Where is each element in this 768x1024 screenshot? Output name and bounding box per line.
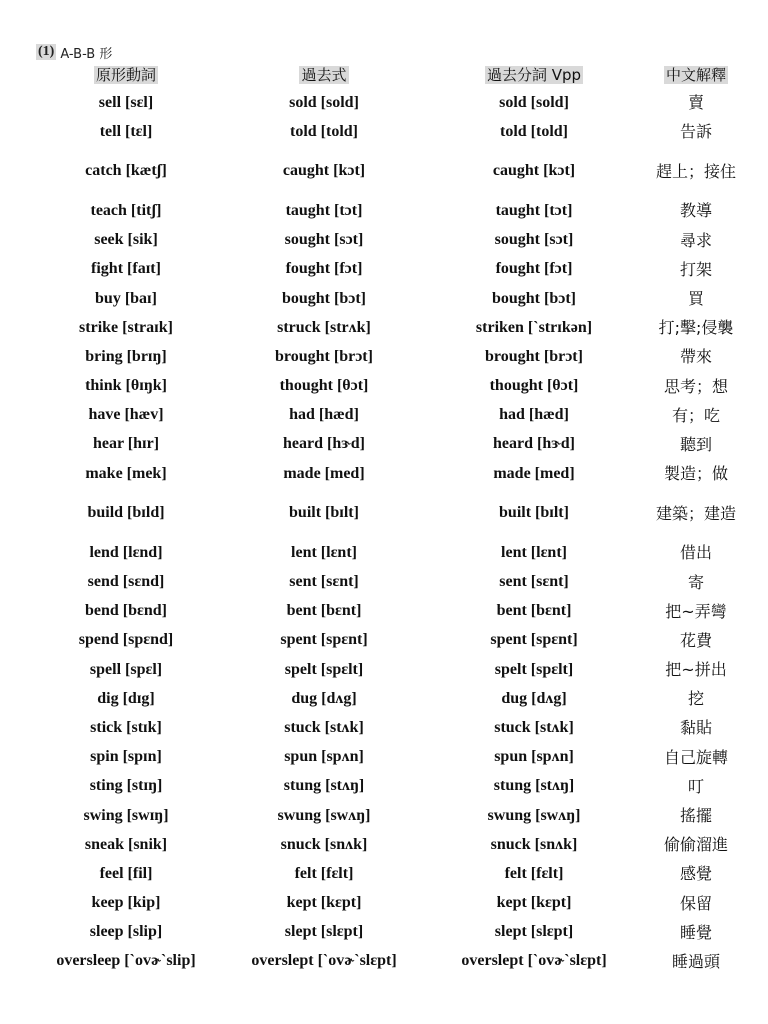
past-participle-cell: sold [sold]	[499, 93, 569, 111]
section-number: (1)	[38, 44, 55, 59]
past-participle-cell: spelt [spɛlt]	[494, 660, 574, 678]
base-form-cell: dig [dɪg]	[97, 689, 155, 707]
chinese-meaning-cell: 借出	[679, 543, 712, 563]
past-tense-cell: told [told]	[290, 122, 358, 140]
base-form-cell: sneak [snik]	[84, 835, 168, 853]
chinese-meaning-cell: 打架	[679, 259, 712, 279]
chinese-meaning-cell: 花費	[679, 630, 712, 650]
table-row	[28, 597, 748, 626]
past-participle-cell: brought [brɔt]	[485, 347, 583, 365]
past-participle-cell: felt [fɛlt]	[504, 864, 564, 882]
chinese-meaning-cell: 偷偷溜進	[663, 835, 728, 855]
base-form-cell: seek [sik]	[94, 231, 158, 249]
chinese-meaning-cell: 趕上；接住	[655, 161, 736, 181]
section-title: A-B-B 形	[60, 46, 113, 62]
past-tense-cell: heard [hɝd]	[283, 435, 365, 453]
past-tense-cell: brought [brɔt]	[275, 347, 373, 365]
past-tense-cell: sold [sold]	[289, 93, 359, 111]
base-form-cell: swing [swɪŋ]	[83, 806, 169, 824]
chinese-meaning-cell: 把~拼出	[665, 660, 727, 680]
past-tense-cell: thought [θɔt]	[279, 377, 369, 395]
past-tense-cell: sent [sɛnt]	[289, 573, 359, 591]
past-tense-cell: dug [dʌg]	[291, 689, 357, 707]
past-tense-cell: sought [sɔt]	[284, 231, 364, 249]
past-participle-cell: made [med]	[493, 464, 575, 482]
past-participle-cell: slept [slɛpt]	[494, 923, 574, 941]
past-participle-cell: told [told]	[500, 122, 568, 140]
base-form-cell: sting [stɪŋ]	[89, 777, 163, 795]
table-row	[28, 772, 748, 801]
table-row	[28, 255, 748, 284]
past-participle-cell: stuck [stʌk]	[494, 718, 574, 736]
past-tense-cell: spelt [spɛlt]	[284, 660, 364, 678]
base-form-cell: hear [hɪr]	[92, 435, 160, 453]
chinese-meaning-cell: 挖	[687, 689, 704, 709]
chinese-meaning-cell: 有；吃	[671, 405, 720, 425]
past-participle-cell: striken [`strɪkən]	[475, 318, 593, 336]
header-chinese-meaning: 中文解釋	[665, 65, 726, 84]
past-participle-cell: bought [bɔt]	[491, 289, 576, 307]
base-form-cell: strike [straɪk]	[79, 318, 173, 336]
base-form-cell: think [θɪŋk]	[85, 377, 167, 395]
table-row	[28, 713, 748, 742]
past-tense-cell: stuck [stʌk]	[284, 718, 364, 736]
table-row	[28, 830, 748, 859]
chinese-meaning-cell: 聽到	[679, 434, 712, 454]
chinese-meaning-cell: 思考；想	[663, 376, 728, 396]
past-participle-cell: kept [kɛpt]	[496, 894, 572, 912]
table-row	[28, 430, 748, 459]
chinese-meaning-cell: 把~弄彎	[665, 601, 727, 621]
past-tense-cell: stung [stʌŋ]	[283, 777, 365, 795]
past-tense-cell: struck [strʌk]	[277, 318, 371, 336]
chinese-meaning-cell: 建築；建造	[655, 503, 736, 523]
past-tense-cell: overslept [`ovɚ`slɛpt]	[251, 952, 397, 970]
table-row	[28, 889, 748, 918]
base-form-cell: buy [baɪ]	[95, 289, 157, 307]
past-tense-cell: spun [spʌn]	[284, 748, 364, 766]
chinese-meaning-cell: 搖擺	[679, 806, 712, 826]
base-form-cell: teach [titʃ]	[90, 201, 162, 219]
base-form-cell: feel [fil]	[99, 864, 153, 882]
past-participle-cell: sought [sɔt]	[494, 231, 574, 249]
base-form-cell: keep [kip]	[91, 894, 161, 912]
chinese-meaning-cell: 叮	[687, 776, 704, 796]
chinese-meaning-cell: 寄	[687, 572, 704, 592]
past-participle-cell: spent [spɛnt]	[490, 631, 578, 649]
section-heading	[36, 42, 112, 62]
table-row	[28, 146, 748, 196]
table-row	[28, 342, 748, 371]
chinese-meaning-cell: 感覺	[679, 864, 712, 884]
base-form-cell: build [bɪld]	[87, 504, 165, 522]
past-tense-cell: felt [fɛlt]	[294, 864, 354, 882]
past-tense-cell: lent [lɛnt]	[291, 543, 357, 561]
past-tense-cell: made [med]	[283, 464, 365, 482]
table-row	[28, 313, 748, 342]
table-header-row	[28, 60, 748, 88]
base-form-cell: spend [spɛnd]	[78, 631, 174, 649]
base-form-cell: bend [bɛnd]	[85, 602, 167, 620]
past-tense-cell: built [bɪlt]	[289, 504, 359, 522]
past-tense-cell: bought [bɔt]	[281, 289, 366, 307]
past-participle-cell: fought [fɔt]	[495, 260, 573, 278]
table-row	[28, 372, 748, 401]
past-tense-cell: taught [tɔt]	[285, 201, 363, 219]
base-form-cell: lend [lɛnd]	[89, 543, 163, 561]
table-row	[28, 626, 748, 655]
past-participle-cell: stung [stʌŋ]	[493, 777, 575, 795]
past-participle-cell: bent [bɛnt]	[496, 602, 572, 620]
table-row	[28, 684, 748, 713]
table-row	[28, 859, 748, 888]
chinese-meaning-cell: 保留	[679, 893, 712, 913]
chinese-meaning-cell: 黏貼	[679, 718, 712, 738]
header-past-participle: 過去分詞 Vpp	[486, 65, 582, 84]
header-past-tense: 過去式	[301, 65, 347, 84]
table-row	[28, 226, 748, 255]
header-base-form: 原形動詞	[95, 65, 156, 84]
past-participle-cell: swung [swʌŋ]	[487, 806, 581, 824]
table-row	[28, 459, 748, 488]
base-form-cell: tell [tɛl]	[99, 122, 153, 140]
base-form-cell: stick [stɪk]	[90, 718, 162, 736]
past-tense-cell: kept [kɛpt]	[286, 894, 362, 912]
table-row	[28, 284, 748, 313]
base-form-cell: spell [spɛl]	[89, 660, 163, 678]
table-row	[28, 567, 748, 596]
chinese-meaning-cell: 買	[687, 289, 704, 309]
past-participle-cell: built [bɪlt]	[499, 504, 569, 522]
chinese-meaning-cell: 尋求	[679, 230, 712, 250]
past-tense-cell: bent [bɛnt]	[286, 602, 362, 620]
chinese-meaning-cell: 自己旋轉	[663, 747, 728, 767]
chinese-meaning-cell: 告訴	[679, 122, 712, 142]
base-form-cell: have [hæv]	[88, 406, 164, 424]
past-tense-cell: fought [fɔt]	[285, 260, 363, 278]
past-participle-cell: caught [kɔt]	[492, 162, 576, 180]
past-tense-cell: swung [swʌŋ]	[277, 806, 371, 824]
base-form-cell: sleep [slip]	[89, 923, 163, 941]
past-participle-cell: lent [lɛnt]	[501, 543, 567, 561]
base-form-cell: catch [kætʃ]	[85, 162, 167, 180]
chinese-meaning-cell: 教導	[679, 201, 712, 221]
past-tense-cell: slept [slɛpt]	[284, 923, 364, 941]
past-tense-cell: caught [kɔt]	[282, 162, 366, 180]
table-row	[28, 117, 748, 146]
past-participle-cell: had [hæd]	[499, 406, 569, 424]
past-tense-cell: snuck [snʌk]	[280, 835, 368, 853]
past-participle-cell: taught [tɔt]	[495, 201, 573, 219]
past-participle-cell: snuck [snʌk]	[490, 835, 578, 853]
base-form-cell: sell [sɛl]	[98, 93, 154, 111]
table-row	[28, 655, 748, 684]
past-participle-cell: dug [dʌg]	[501, 689, 567, 707]
past-participle-cell: overslept [`ovɚ`slɛpt]	[461, 952, 607, 970]
past-participle-cell: thought [θɔt]	[489, 377, 579, 395]
table-row	[28, 401, 748, 430]
chinese-meaning-cell: 打;擊;侵襲	[658, 318, 734, 338]
past-participle-cell: heard [hɝd]	[493, 435, 575, 453]
base-form-cell: fight [faɪt]	[91, 260, 161, 278]
table-row	[28, 538, 748, 567]
verb-table	[28, 60, 748, 976]
table-row	[28, 88, 748, 117]
base-form-cell: oversleep [`ovɚ`slip]	[56, 952, 196, 970]
base-form-cell: bring [brɪŋ]	[85, 347, 167, 365]
table-row	[28, 801, 748, 830]
chinese-meaning-cell: 賣	[687, 93, 704, 113]
chinese-meaning-cell: 製造；做	[663, 464, 728, 484]
past-tense-cell: had [hæd]	[289, 406, 359, 424]
table-row	[28, 488, 748, 538]
table-row	[28, 947, 748, 976]
table-row	[28, 743, 748, 772]
table-row	[28, 918, 748, 947]
chinese-meaning-cell: 睡過頭	[671, 951, 720, 971]
base-form-cell: make [mek]	[85, 464, 167, 482]
base-form-cell: send [sɛnd]	[87, 573, 165, 591]
past-tense-cell: spent [spɛnt]	[280, 631, 368, 649]
chinese-meaning-cell: 帶來	[679, 347, 712, 367]
table-row	[28, 196, 748, 225]
past-participle-cell: spun [spʌn]	[494, 748, 574, 766]
chinese-meaning-cell: 睡覺	[679, 922, 712, 942]
base-form-cell: spin [spɪn]	[90, 748, 162, 766]
past-participle-cell: sent [sɛnt]	[499, 573, 569, 591]
